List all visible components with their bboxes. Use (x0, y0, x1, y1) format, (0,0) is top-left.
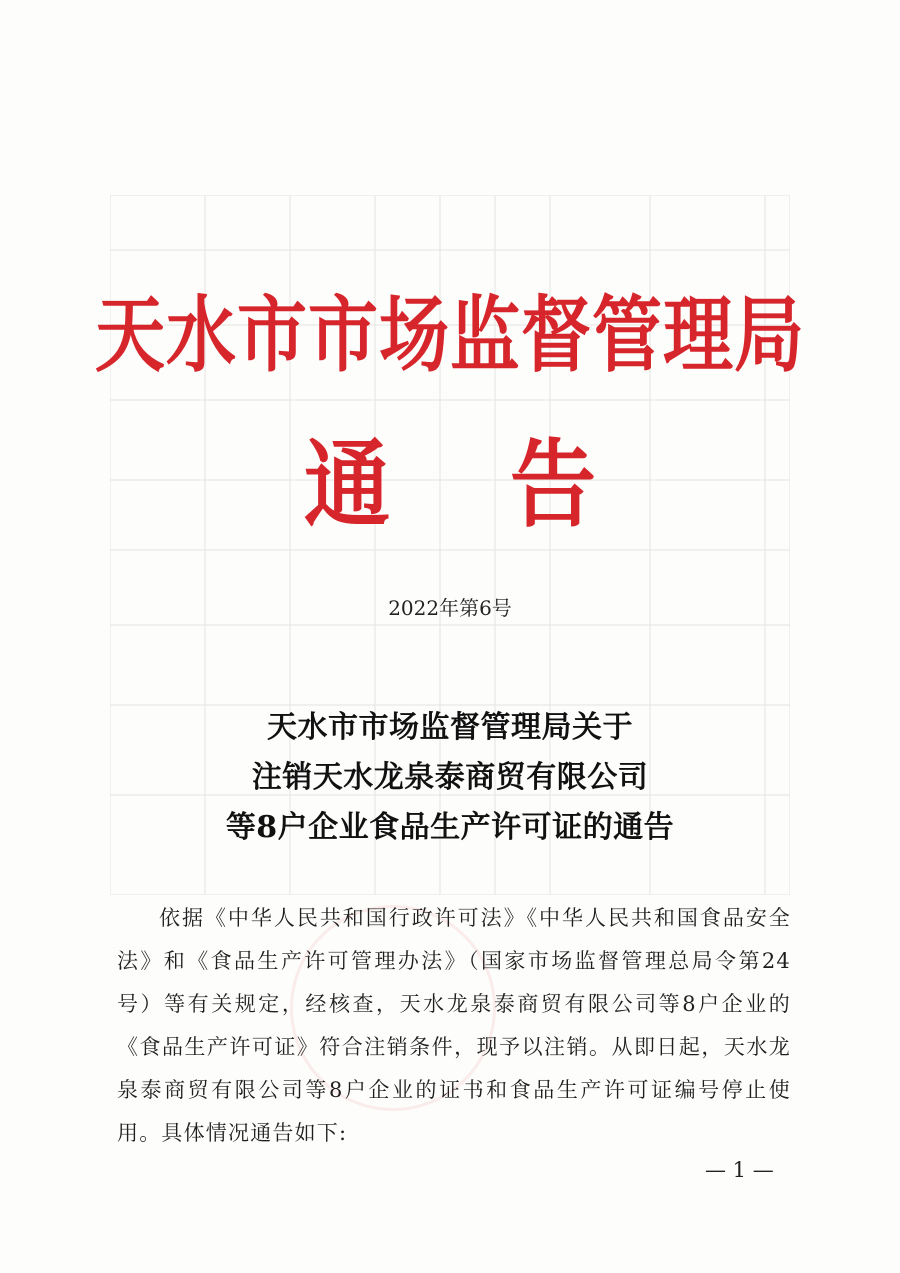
notice-title: 通告 (304, 429, 716, 541)
body-paragraph: 依据《中华人民共和国行政许可法》《中华人民共和国食品安全法》和《食品生产许可管理办法》（国家市场监督管理总局令第24号）等有关规定，经核查，天水龙泉泰商贸有限公司等8户企业的《食品生产许可证》符合注销条件，现予以注销。从即日起，天水龙泉泰商贸有限公司等8户企业的证书和食品生产许可证编号停止使用。具体情况通告如下: (117, 906, 791, 1145)
heading-line-2: 注销天水龙泉泰商贸有限公司 (251, 760, 649, 795)
heading-line-1: 天水市市场监督管理局关于 (267, 710, 633, 745)
heading-line-3: 等8户企业食品生产许可证的通告 (225, 810, 675, 845)
page-number: — 1 — (705, 1158, 774, 1182)
document-number: 2022年第6号 (388, 596, 512, 620)
agency-title: 天水市市场监督管理局 (95, 285, 805, 384)
